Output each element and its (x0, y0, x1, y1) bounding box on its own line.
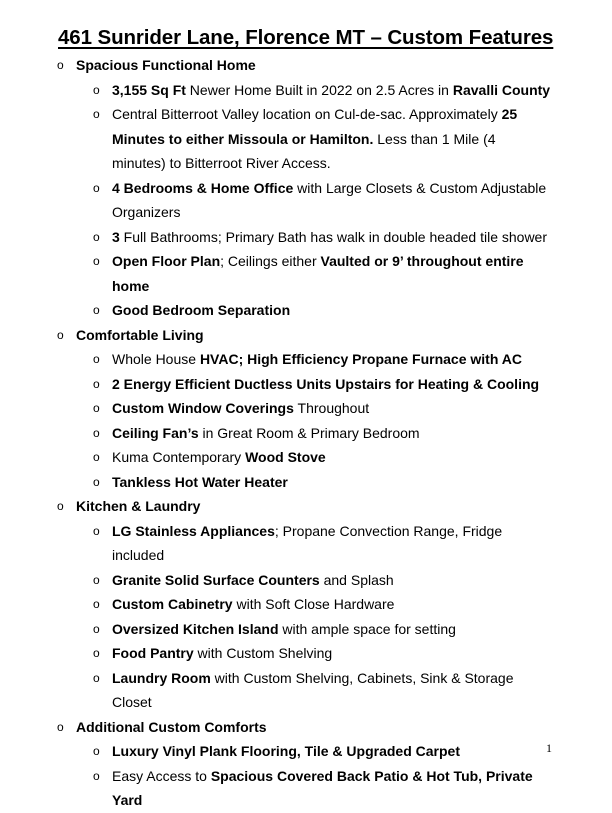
bullet-icon: o (93, 376, 100, 391)
list-item (0, 176, 552, 225)
bullet-icon: o (93, 180, 100, 195)
page-number: 1 (546, 741, 552, 755)
bold-text: 3,155 Sq Ft (112, 81, 186, 98)
text: Throughout (293, 400, 370, 416)
list-item (0, 764, 552, 813)
bold-text: Food Pantry (112, 645, 194, 661)
bullet-icon: o (93, 425, 100, 440)
bold-text: Vaulted or 9’ throughout entire home (112, 253, 524, 294)
section-heading-text: Comfortable Living (76, 326, 204, 343)
bullet-icon: o (93, 254, 100, 268)
bullet-icon: o (93, 401, 100, 415)
list-item (0, 739, 552, 764)
bold-text: LG Stainless Appliances (112, 522, 275, 539)
bullet-icon: o (93, 670, 100, 685)
list-item (0, 666, 552, 715)
list-item (0, 641, 552, 666)
bold-text: Laundry Room (112, 669, 211, 686)
bold-text: Good Bedroom Separation (112, 302, 291, 318)
bold-text: Tankless Hot Water Heater (112, 473, 288, 490)
list-item (0, 592, 552, 617)
text: Less than 1 Mile (4 minutes) to Bitterroot River Access. (112, 130, 496, 171)
bullet-icon: o (93, 744, 100, 758)
bold-text: Granite Solid Surface Counters (112, 571, 320, 588)
bullet-icon: o (93, 82, 100, 97)
text: with ample space for setting (278, 620, 456, 637)
bullet-icon: o (93, 597, 100, 611)
list-item (0, 519, 552, 568)
list-item (0, 421, 552, 446)
list-item (0, 617, 552, 642)
bold-text: HVAC; High Efficiency Propane Furnace with AC (199, 351, 522, 367)
list-item (0, 249, 552, 298)
bullet-icon: o (93, 523, 100, 538)
bullet-icon: o (57, 719, 64, 734)
list-item (0, 568, 552, 593)
bullet-icon: o (57, 58, 64, 72)
bold-text: 2 Energy Efficient Ductless Units Upstairs for Heating & Cooling (112, 375, 540, 392)
list-item (0, 347, 552, 372)
bullet-icon: o (57, 499, 64, 513)
text: ; Ceilings either (220, 253, 321, 269)
bullet-icon: o (93, 450, 100, 464)
text: with Large Closets & Custom Adjustable Organizers (112, 179, 547, 220)
bold-text: 4 Bedrooms & Home Office (112, 179, 294, 196)
bullet-icon: o (93, 572, 100, 587)
text: Kuma Contemporary (112, 449, 246, 465)
feature-list (0, 53, 612, 813)
bold-text: Spacious Covered Back Patio & Hot Tub, Private Yard (112, 767, 533, 808)
list-item (0, 470, 552, 495)
bold-text: Ceiling Fan’s (112, 424, 199, 441)
text: and Splash (319, 571, 394, 588)
list-item (0, 445, 552, 470)
text: Easy Access to (112, 767, 211, 784)
bullet-icon: o (93, 646, 100, 660)
list-item (0, 396, 552, 421)
section-heading-text: Spacious Functional Home (76, 57, 256, 73)
section-heading (0, 53, 546, 78)
list-item (0, 102, 552, 176)
bullet-icon: o (93, 474, 100, 489)
bold-text: Custom Cabinetry (112, 596, 233, 612)
bullet-icon: o (93, 107, 100, 121)
list-item (0, 78, 552, 103)
text: with Custom Shelving (193, 645, 333, 661)
bold-text: Oversized Kitchen Island (112, 620, 279, 637)
text: Whole House (112, 351, 200, 367)
bullet-icon: o (93, 352, 100, 366)
bullet-icon: o (93, 229, 100, 244)
text: Central Bitterroot Valley location on Cul-de-sac. Approximately (112, 106, 502, 122)
list-item (0, 225, 552, 250)
section-heading (0, 715, 546, 740)
bold-text: Wood Stove (245, 449, 326, 465)
text: with Custom Shelving, Cabinets, Sink & Storage Closet (112, 669, 514, 710)
bullet-icon: o (93, 768, 100, 783)
section-heading-text: Additional Custom Comforts (76, 718, 267, 735)
section-heading (0, 323, 546, 348)
list-item (0, 298, 552, 323)
text: Newer Home Built in 2022 on 2.5 Acres in (185, 81, 453, 98)
bold-text: 3 (112, 228, 120, 245)
bullet-icon: o (57, 327, 64, 342)
bold-text: Custom Window Coverings (112, 400, 294, 416)
bold-text: 25 Minutes to either Missoula or Hamilton. (112, 106, 518, 147)
list-item (0, 372, 552, 397)
bullet-icon: o (93, 621, 100, 636)
section-heading (0, 494, 546, 519)
text: in Great Room & Primary Bedroom (198, 424, 420, 441)
bullet-icon: o (93, 303, 100, 317)
bold-text: Ravalli County (452, 81, 551, 98)
document-title: 461 Sunrider Lane, Florence MT – Custom Features (58, 26, 554, 49)
text: Full Bathrooms; Primary Bath has walk in double headed tile shower (119, 228, 548, 245)
bold-text: Luxury Vinyl Plank Flooring, Tile & Upgraded Carpet (112, 743, 460, 759)
section-heading-text: Kitchen & Laundry (76, 498, 201, 514)
text: with Soft Close Hardware (232, 596, 395, 612)
bold-text: Open Floor Plan (112, 253, 221, 269)
text: ; Propane Convection Range, Fridge included (112, 522, 503, 563)
